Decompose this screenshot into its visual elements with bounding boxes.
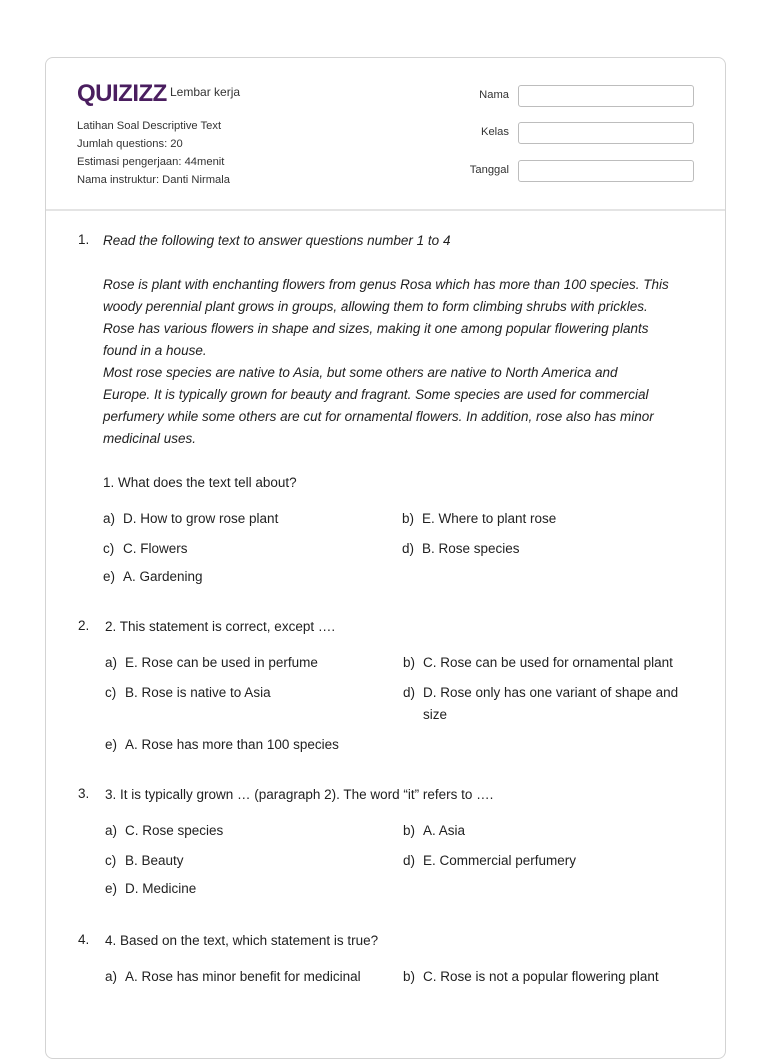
option-text: C. Rose can be used for ornamental plant	[423, 655, 673, 670]
meta-title: Latihan Soal Descriptive Text	[77, 120, 222, 132]
question-text: 2. This statement is correct, except ….	[105, 619, 336, 634]
option-text: D. Medicine	[125, 881, 197, 896]
date-input[interactable]	[518, 160, 694, 182]
question-intro: Read the following text to answer questions number 1 to 4	[103, 233, 451, 248]
option-letter: e)	[103, 569, 116, 584]
option-text: A. Rose has minor benefit for medicinal	[125, 969, 361, 984]
option-e[interactable]	[105, 878, 196, 900]
question-text: 4. Based on the text, which statement is true?	[105, 933, 379, 948]
option-text: B. Rose species	[422, 541, 520, 556]
option-letter: b)	[403, 655, 416, 670]
passage-line: Most rose species are native to Asia, but some others are native to North America and	[103, 365, 618, 380]
sheet-label: Lembar kerja	[170, 85, 241, 99]
question-text: 3. It is typically grown … (paragraph 2). The word “it” refers to ….	[105, 787, 494, 802]
option-letter: b)	[403, 969, 416, 984]
option-d[interactable]	[403, 682, 698, 726]
name-field-row	[446, 85, 696, 109]
name-input[interactable]	[518, 85, 694, 107]
passage-line: perfumery while some others are cut for ornamental flowers. In addition, rose also has minor	[103, 409, 654, 424]
option-text: E. Rose can be used in perfume	[125, 655, 318, 670]
option-letter: c)	[103, 541, 115, 556]
option-e[interactable]	[105, 734, 339, 756]
option-letter: b)	[402, 511, 415, 526]
question-number: 2.	[78, 618, 90, 633]
option-text: A. Gardening	[123, 569, 203, 584]
option-letter: c)	[105, 853, 117, 868]
name-label: Nama	[479, 89, 509, 101]
passage-line: Rose is plant with enchanting flowers from genus Rosa which has more than 100 species. This	[103, 277, 669, 292]
date-label: Tanggal	[469, 164, 509, 176]
passage-line: Europe. It is typically grown for beauty and fragrant. Some species are used for commercial	[103, 387, 649, 402]
option-a[interactable]	[105, 820, 223, 842]
worksheet-meta	[77, 117, 230, 189]
option-b[interactable]	[403, 652, 673, 674]
option-letter: d)	[403, 853, 416, 868]
option-e[interactable]	[103, 566, 203, 588]
option-text: A. Rose has more than 100 species	[125, 737, 339, 752]
option-a[interactable]	[105, 966, 361, 988]
passage-line: woody perennial plant grows in groups, allowing them to form climbing shrubs with prickles.	[103, 299, 648, 314]
option-text: A. Asia	[423, 823, 466, 838]
question-number: 3.	[78, 786, 90, 801]
worksheet	[45, 57, 726, 1059]
option-a[interactable]	[105, 652, 318, 674]
option-text: C. Rose species	[125, 823, 224, 838]
meta-question-count: Jumlah questions: 20	[77, 138, 183, 150]
option-letter: c)	[105, 685, 117, 700]
option-text: C. Rose is not a popular flowering plant	[423, 969, 659, 984]
option-text: E. Where to plant rose	[422, 511, 557, 526]
option-d[interactable]	[403, 850, 576, 872]
option-letter: a)	[105, 655, 118, 670]
option-text: C. Flowers	[123, 541, 188, 556]
meta-instructor: Nama instruktur: Danti Nirmala	[77, 174, 230, 186]
option-text: B. Rose is native to Asia	[125, 685, 271, 700]
option-letter: e)	[105, 737, 118, 752]
option-letter: d)	[402, 541, 415, 556]
option-letter: a)	[105, 823, 118, 838]
option-c[interactable]	[103, 538, 188, 560]
class-input[interactable]	[518, 122, 694, 144]
class-label: Kelas	[481, 126, 509, 138]
option-letter: a)	[103, 511, 116, 526]
passage-line: medicinal uses.	[103, 431, 197, 446]
option-letter: a)	[105, 969, 118, 984]
option-letter: d)	[403, 685, 416, 700]
option-c[interactable]	[105, 682, 271, 704]
question-text: 1. What does the text tell about?	[103, 475, 297, 490]
passage-line: found in a house.	[103, 343, 207, 358]
question-number: 1.	[78, 232, 90, 247]
meta-estimated-time: Estimasi pengerjaan: 44menit	[77, 156, 225, 168]
option-d[interactable]	[402, 538, 520, 560]
option-text: B. Beauty	[125, 853, 184, 868]
option-text: D. Rose only has one variant of shape and size	[423, 685, 679, 722]
date-field-row	[446, 160, 696, 184]
option-text: D. How to grow rose plant	[123, 511, 279, 526]
option-letter: e)	[105, 881, 118, 896]
option-b[interactable]	[402, 508, 556, 530]
option-c[interactable]	[105, 850, 184, 872]
option-text: E. Commercial perfumery	[423, 853, 577, 868]
reading-passage	[103, 274, 703, 450]
passage-line: Rose has various flowers in shape and sizes, making it one among popular flowering plants	[103, 321, 649, 336]
option-letter: b)	[403, 823, 416, 838]
class-field-row	[446, 122, 696, 146]
option-b[interactable]	[403, 966, 659, 988]
quizizz-logo: QUIZIZZ	[77, 80, 167, 107]
option-a[interactable]	[103, 508, 278, 530]
option-b[interactable]	[403, 820, 465, 842]
worksheet-header	[46, 58, 725, 211]
question-number: 4.	[78, 932, 90, 947]
